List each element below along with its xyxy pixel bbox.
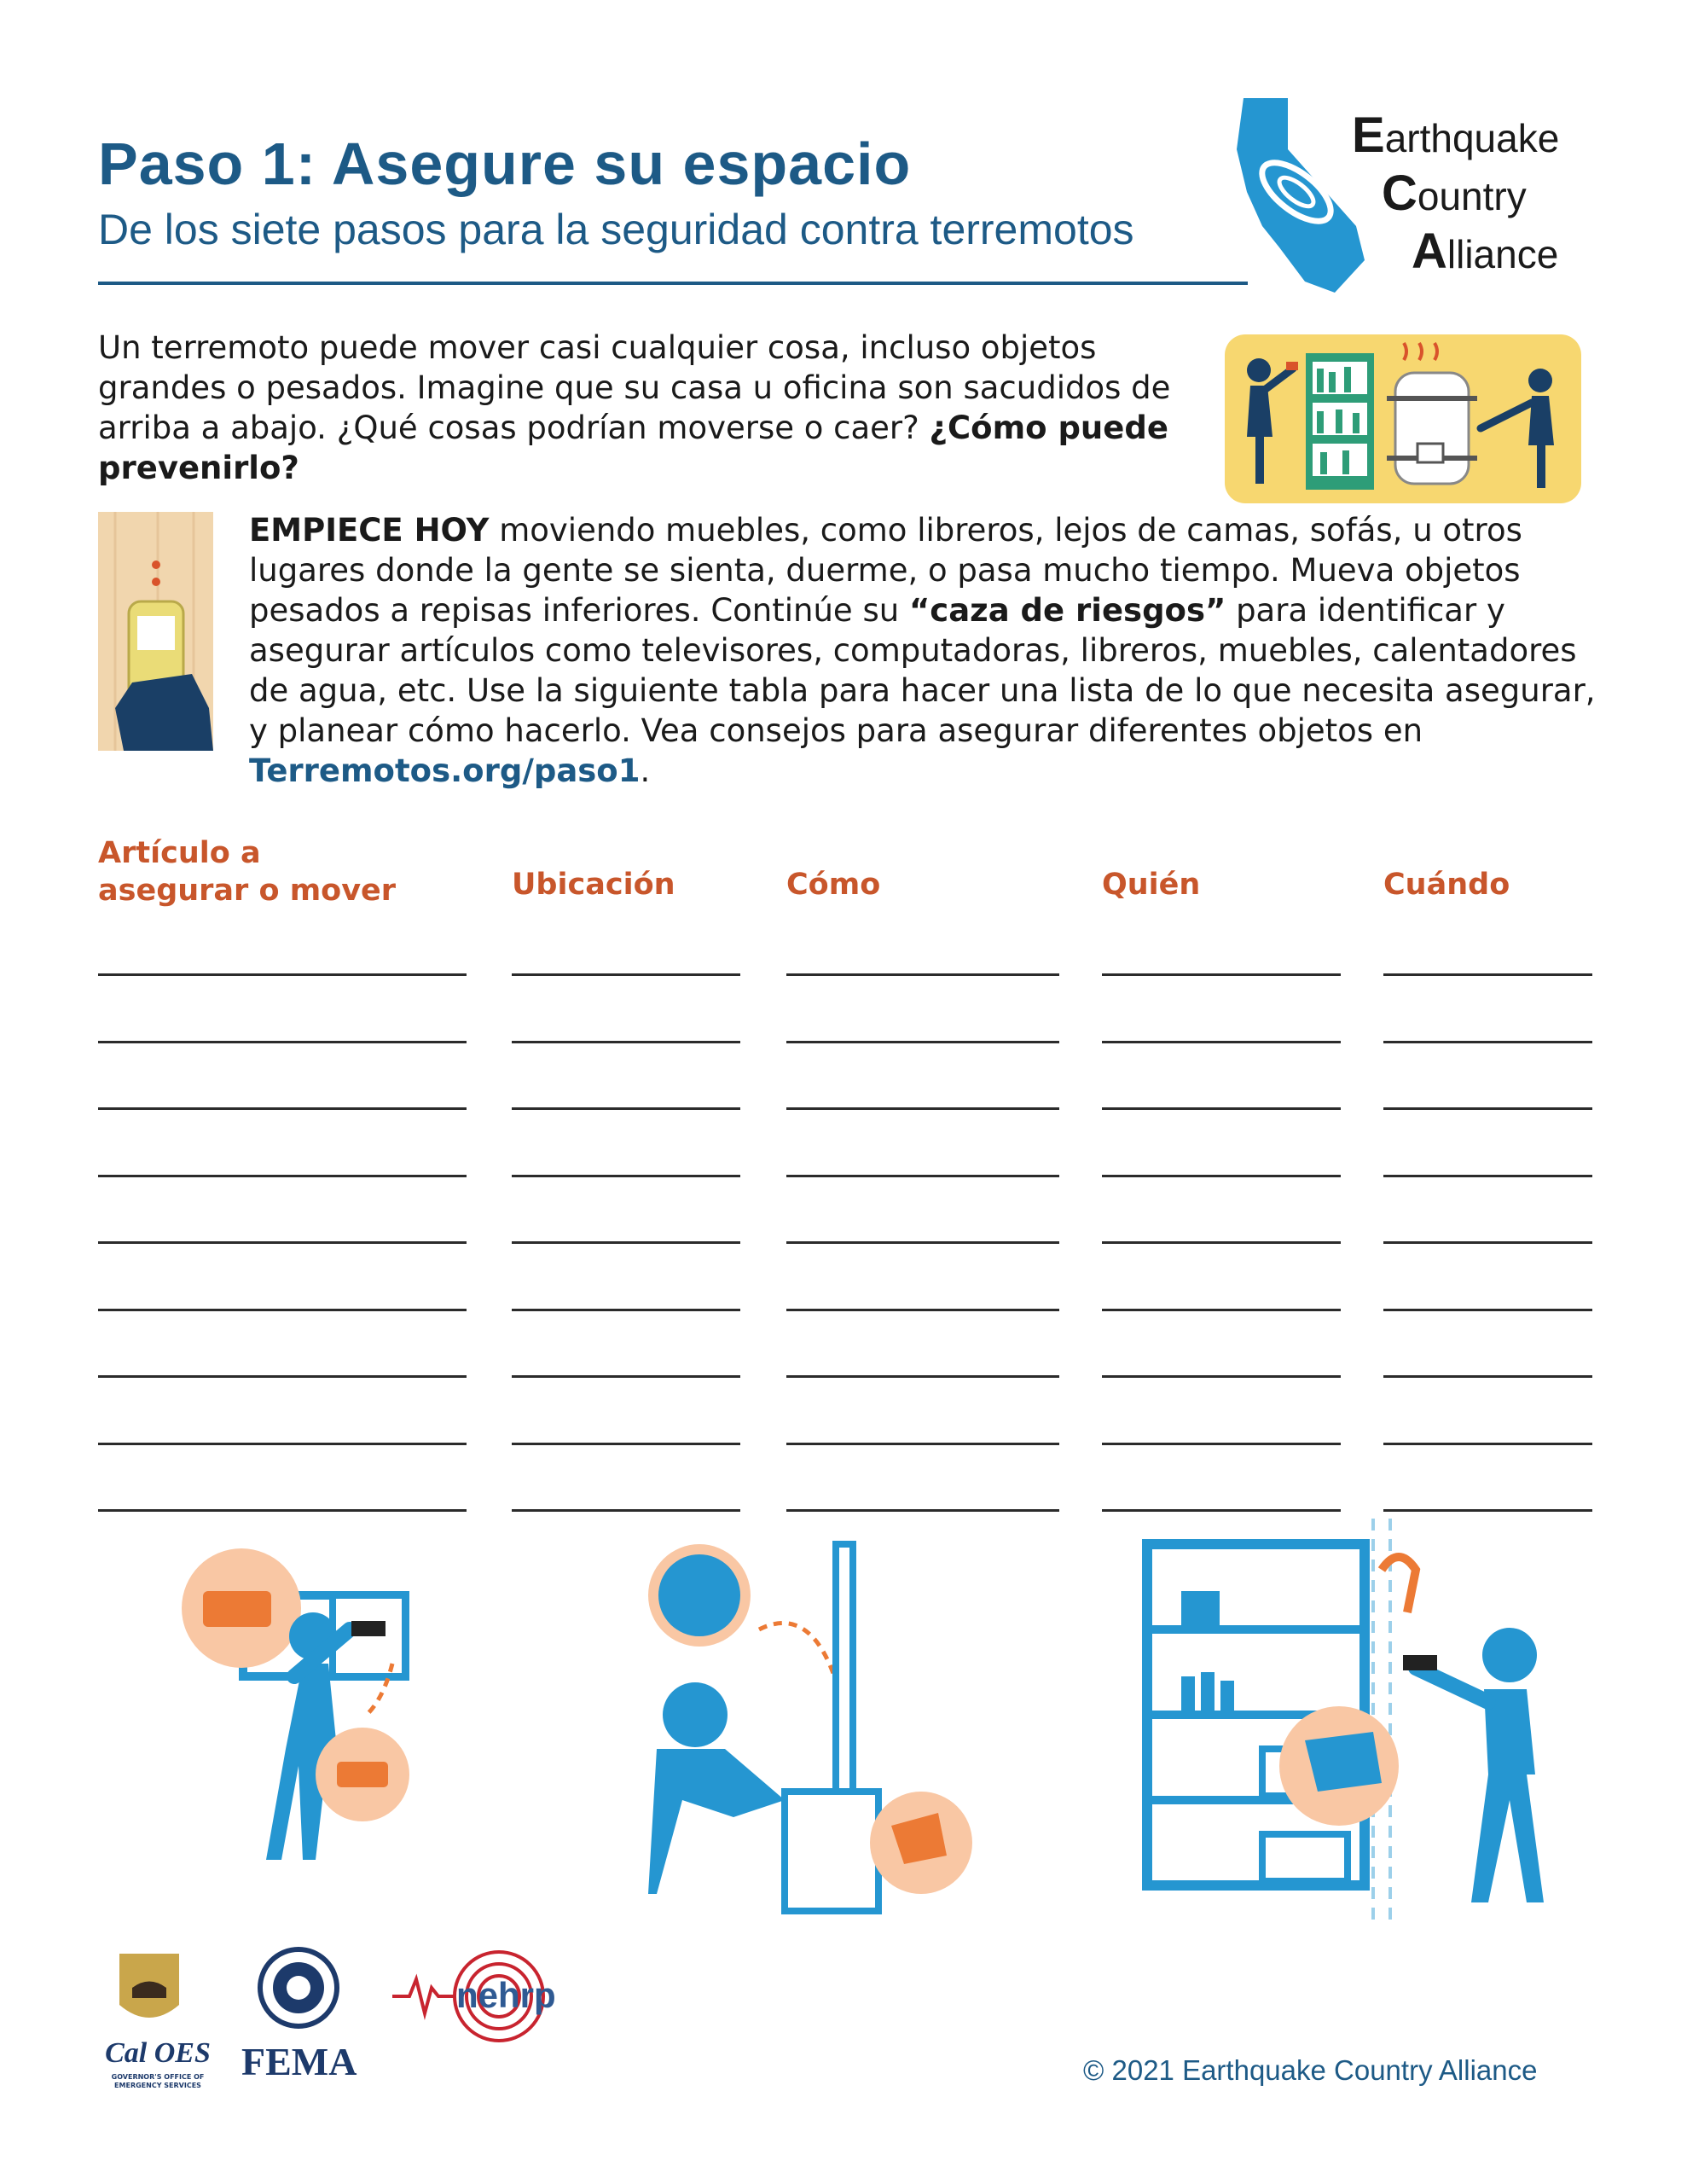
table-blank-line[interactable] (512, 1509, 740, 1512)
table-blank-line[interactable] (1383, 1443, 1592, 1445)
securing-items-illustration (1225, 334, 1581, 503)
table-blank-line[interactable] (1383, 1241, 1592, 1244)
securing-illustrations (0, 1519, 1687, 1928)
table-blank-line[interactable] (98, 1509, 467, 1512)
stud-finder-illustration (98, 512, 213, 751)
table-blank-line[interactable] (786, 973, 1059, 976)
cabinet-securing-illustration (182, 1548, 409, 1860)
table-blank-line[interactable] (512, 1309, 740, 1311)
table-blank-line[interactable] (512, 1041, 740, 1043)
fema-wordmark: FEMA (241, 2040, 357, 2083)
bookcase-securing-illustration (1147, 1519, 1544, 1920)
nehrp-wordmark: nehrp (456, 1975, 556, 2015)
table-blank-line[interactable] (98, 1375, 467, 1378)
table-blank-line[interactable] (1383, 1107, 1592, 1110)
table-blank-line[interactable] (98, 973, 467, 976)
table-blank-line[interactable] (786, 1443, 1059, 1445)
column-header-when: Cuándo (1383, 868, 1510, 902)
dhs-seal-icon (260, 1949, 337, 2026)
intro-paragraph (98, 328, 1207, 488)
table-blank-line[interactable] (786, 1041, 1059, 1043)
table-blank-line[interactable] (98, 1443, 467, 1445)
start-today-paragraph: EMPIECE HOY moviendo muebles, como libreros, lejos de camas, sofás, u otros lugares donde la gente se sienta, duerme, o pasa mucho tiempo. Mueva objetos pesados a repisas inferiores. Continúe su “caza de riesgos” para identificar y asegurar artículos como televisores, computadoras, libreros, muebles, calentadores de agua, etc. Use la siguiente tabla para hacer una lista de lo que necesita asegurar, y planear cómo hacerlo. Vea consejos para asegurar diferentes objetos en Terremotos.org/paso1. (249, 512, 1596, 789)
table-blank-line[interactable] (512, 1241, 740, 1244)
table-blank-line[interactable] (1383, 1175, 1592, 1177)
start-today-lead: EMPIECE HOY (249, 512, 490, 549)
table-blank-line[interactable] (786, 1509, 1059, 1512)
table-blank-line[interactable] (512, 1107, 740, 1110)
table-blank-line[interactable] (786, 1241, 1059, 1244)
table-blank-line[interactable] (1383, 973, 1592, 976)
table-blank-line[interactable] (1102, 1375, 1341, 1378)
table-blank-line[interactable] (1102, 1309, 1341, 1311)
table-blank-line[interactable] (1102, 1241, 1341, 1244)
tv-securing-illustration (648, 1544, 972, 1911)
column-header-who: Quién (1102, 868, 1201, 902)
table-blank-line[interactable] (1383, 1041, 1592, 1043)
table-blank-line[interactable] (1102, 1107, 1341, 1110)
table-blank-line[interactable] (98, 1241, 467, 1244)
column-header-how: Cómo (786, 868, 881, 902)
column-header-location: Ubicación (512, 868, 675, 902)
table-blank-line[interactable] (512, 1443, 740, 1445)
table-blank-line[interactable] (98, 1107, 467, 1110)
logo-line-alliance: Alliance (1412, 224, 1559, 279)
column-header-item: Artículo a asegurar o mover (98, 836, 397, 908)
logo-line-country: Country (1382, 166, 1527, 221)
page-title: Paso 1: Asegure su espacio (98, 131, 912, 197)
table-blank-line[interactable] (1383, 1375, 1592, 1378)
cal-oes-logo (119, 1954, 179, 2018)
terremotos-link[interactable]: Terremotos.org/paso1 (249, 752, 641, 789)
table-blank-line[interactable] (1102, 1175, 1341, 1177)
table-blank-line[interactable] (786, 1309, 1059, 1311)
table-blank-line[interactable] (1102, 1041, 1341, 1043)
table-blank-line[interactable] (98, 1041, 467, 1043)
intro-text: Un terremoto puede mover casi cualquier cosa, incluso objetos grandes o pesados. Imagine que su casa u oficina son sacudidos de arriba a abajo. ¿Qué cosas podrían moverse o caer? (98, 329, 1171, 446)
table-blank-line[interactable] (1102, 1509, 1341, 1512)
eca-logo (1228, 90, 1595, 294)
table-blank-line[interactable] (786, 1175, 1059, 1177)
table-blank-line[interactable] (512, 1375, 740, 1378)
table-blank-line[interactable] (786, 1107, 1059, 1110)
table-blank-line[interactable] (512, 973, 740, 976)
hazard-hunt-term: “caza de riesgos” (908, 592, 1226, 629)
table-blank-line[interactable] (98, 1175, 467, 1177)
page-subtitle: De los siete pasos para la seguridad contra terremotos (98, 206, 1134, 253)
table-blank-line[interactable] (786, 1375, 1059, 1378)
cal-oes-wordmark: Cal OES (105, 2037, 211, 2069)
logo-line-earthquake: Earthquake (1352, 107, 1560, 163)
intro-question: ¿Cómo puede prevenirlo? (98, 410, 1168, 486)
table-blank-line[interactable] (1383, 1309, 1592, 1311)
table-blank-line[interactable] (1102, 973, 1341, 976)
table-blank-line[interactable] (98, 1309, 467, 1311)
partner-logos (98, 1945, 610, 2099)
table-blank-line[interactable] (1383, 1509, 1592, 1512)
table-blank-line[interactable] (1102, 1443, 1341, 1445)
table-blank-line[interactable] (512, 1175, 740, 1177)
header-divider (98, 282, 1248, 285)
copyright-notice: © 2021 Earthquake Country Alliance (1083, 2054, 1538, 2086)
cal-oes-subtitle: GOVERNOR'S OFFICE OF EMERGENCY SERVICES (111, 2073, 205, 2089)
